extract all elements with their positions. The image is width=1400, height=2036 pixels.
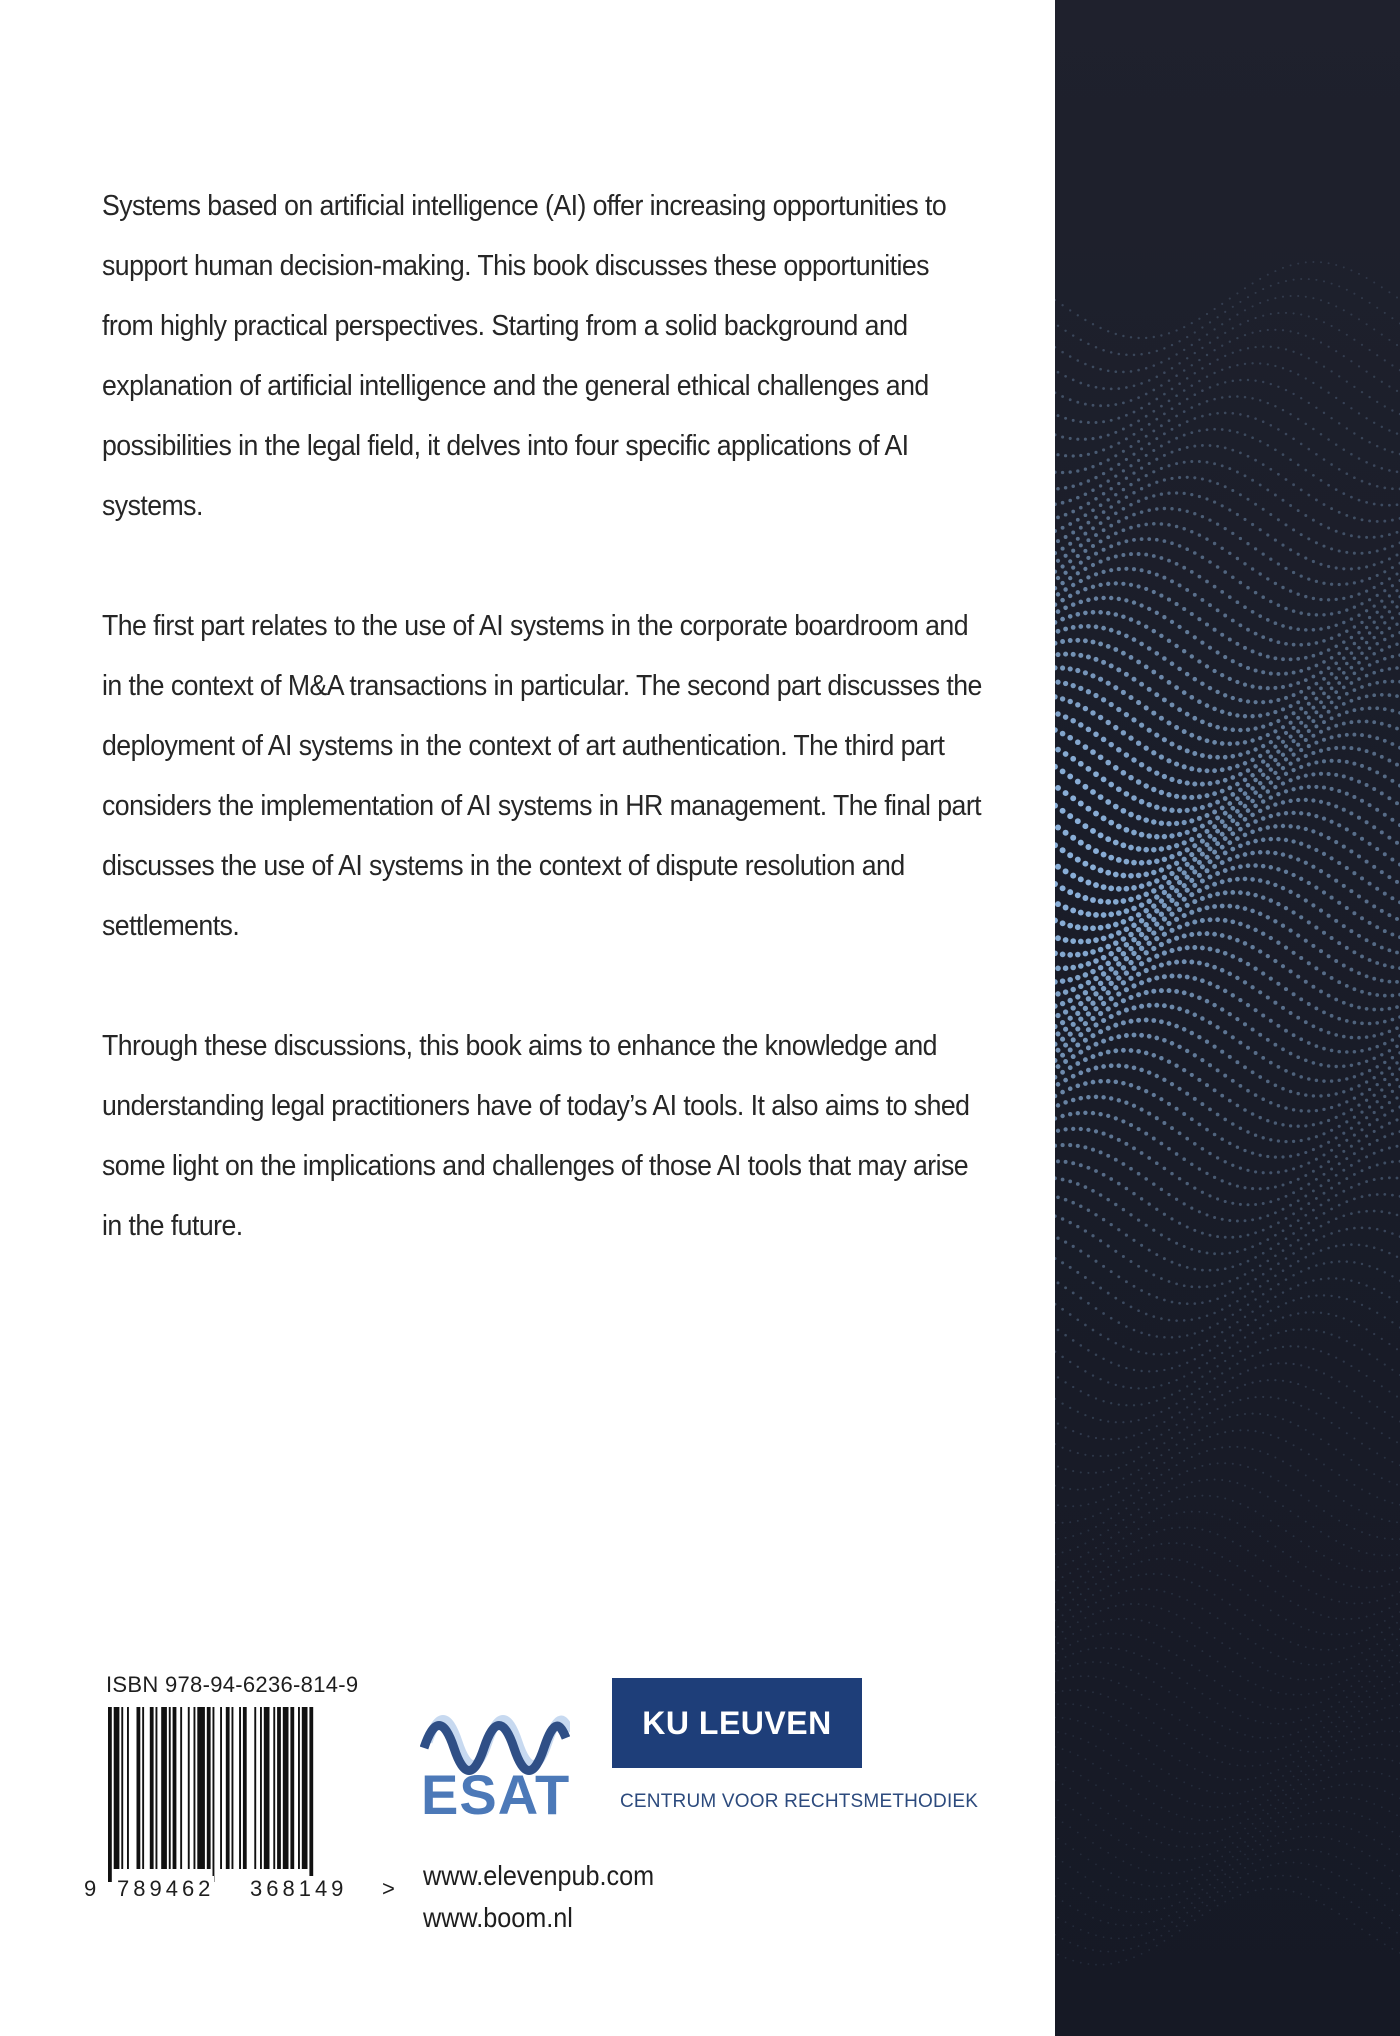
dotted-wave-panel: [1055, 0, 1400, 2036]
blurb-paragraph-1: Systems based on artificial intelligence (AI) offer increasing opportunities to support human decision-making. This book discusses these opportunities from highly practical perspectives. Starting from a solid background and explanation of artificial intelligence and the general ethical challenges and possibilities in the legal field, it delves into four specific applications of AI systems.: [102, 190, 947, 522]
ku-leuven-logo: [612, 1678, 862, 1768]
barcode-digit-end: >: [382, 1876, 399, 1901]
dot-wave-graphic: [1055, 0, 1400, 2036]
blurb-text: [102, 176, 982, 1316]
barcode-icon: [104, 1707, 382, 1882]
ku-leuven-logo-text: KU LEUVEN: [642, 1704, 832, 1741]
barcode-digit-first: 9: [84, 1876, 101, 1901]
url-boom[interactable]: www.boom.nl: [423, 1902, 573, 1933]
barcode-digits-group2: 368149: [250, 1876, 348, 1901]
blurb-paragraph-2: The first part relates to the use of AI systems in the corporate boardroom and in the context of M&A transactions in particular. The second part discusses the deployment of AI systems in the context of art authentication. The third part considers the implementation of AI systems in HR management. The final part discusses the use of AI systems in the context of dispute resolution and settlements.: [102, 610, 982, 942]
esat-logo-text: ESAT: [421, 1763, 571, 1826]
barcode-digits-group1: 789462: [117, 1876, 215, 1901]
url-elevenpub[interactable]: www.elevenpub.com: [423, 1860, 655, 1891]
isbn-label: ISBN 978-94-6236-814-9: [106, 1672, 359, 1697]
blurb-paragraph-3: Through these discussions, this book aims to enhance the knowledge and understanding legal practitioners have of today’s AI tools. It also aims to shed some light on the implications and challenges of those AI tools that may arise in the future.: [102, 1030, 970, 1242]
ku-leuven-subtitle: CENTRUM VOOR RECHTSMETHODIEK: [620, 1791, 979, 1812]
